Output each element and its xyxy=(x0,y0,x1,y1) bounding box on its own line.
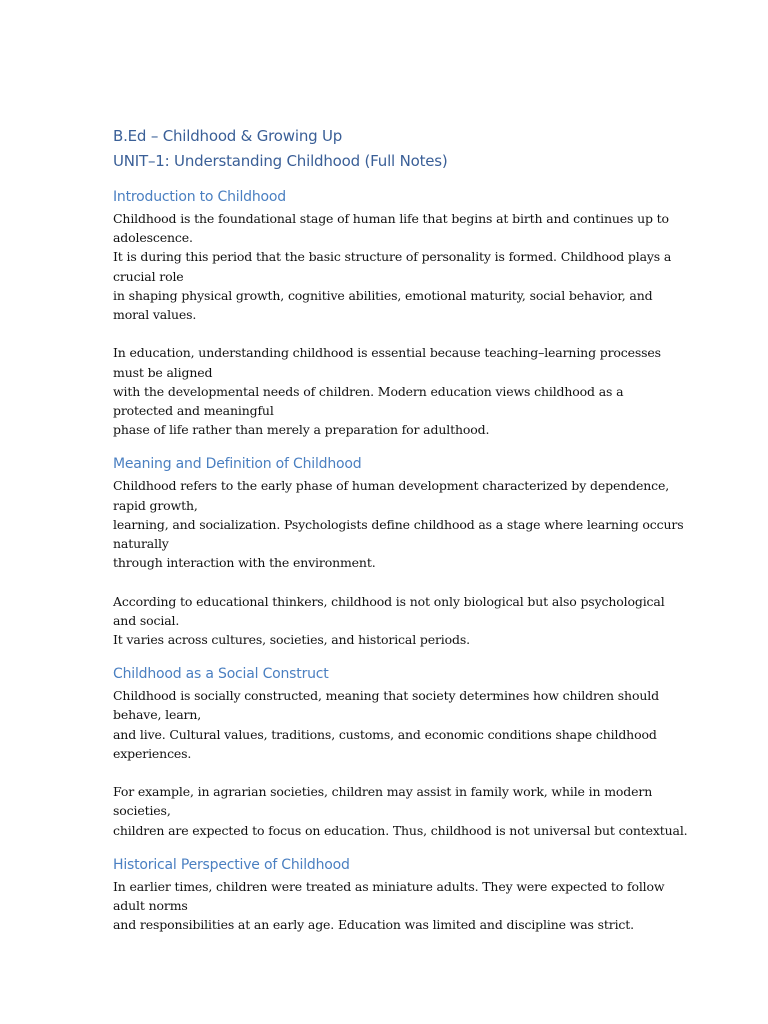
text-line: experiences. xyxy=(113,745,192,761)
section-heading: Childhood as a Social Construct xyxy=(113,666,329,683)
section-body xyxy=(113,877,673,935)
text-line: behave, learn, xyxy=(113,707,202,723)
text-line: crucial role xyxy=(113,268,184,284)
text-line: naturally xyxy=(113,536,169,552)
text-line: moral values. xyxy=(113,307,197,323)
text-line: children are expected to focus on education. Thus, childhood is not universal but contextual. xyxy=(113,822,688,838)
text-line: through interaction with the environment. xyxy=(113,555,376,571)
document-title: B.Ed – Childhood & Growing Up xyxy=(113,127,343,145)
text-line: must be aligned xyxy=(113,364,213,380)
text-line: Childhood is the foundational stage of human life that begins at birth and continues up to xyxy=(113,211,669,226)
text-line: Childhood refers to the early phase of human development characterized by dependence, xyxy=(113,478,670,494)
title-block xyxy=(113,124,673,174)
text-line: It varies across cultures, societies, and historical periods. xyxy=(113,632,470,648)
section-heading: Introduction to Childhood xyxy=(113,189,286,205)
text-line: adolescence. xyxy=(113,230,193,246)
text-line: rapid growth, xyxy=(113,497,198,513)
section-body xyxy=(113,209,673,439)
paragraph-gap xyxy=(113,763,673,782)
text-line: protected and meaningful xyxy=(113,403,274,419)
text-line: According to educational thinkers, childhood is not only biological but also psychological xyxy=(113,593,665,609)
paragraph-gap xyxy=(113,324,673,343)
section-introduction xyxy=(113,186,673,439)
text-line: learning, and socialization. Psychologists define childhood as a stage where learning occurs xyxy=(113,516,684,532)
text-line: It is during this period that the basic structure of personality is formed. Childhood plays a xyxy=(113,249,672,265)
text-line: Childhood is socially constructed, meaning that society determines how children should xyxy=(113,688,659,704)
text-line: with the developmental needs of children. Modern education views childhood as a xyxy=(113,383,624,399)
text-line: adult norms xyxy=(113,898,188,914)
section-body xyxy=(113,686,688,840)
text-line: and social. xyxy=(113,612,180,628)
text-line: and live. Cultural values, traditions, customs, and economic conditions shape childhood xyxy=(113,726,657,742)
section-social-construct xyxy=(113,663,688,840)
section-heading: Meaning and Definition of Childhood xyxy=(113,456,362,473)
section-meaning-definition xyxy=(113,453,684,649)
text-line: phase of life rather than merely a preparation for adulthood. xyxy=(113,422,490,438)
section-heading: Historical Perspective of Childhood xyxy=(113,856,350,873)
unit-title: UNIT–1: Understanding Childhood (Full Notes) xyxy=(113,152,448,170)
text-line: and responsibilities at an early age. Education was limited and discipline was strict. xyxy=(113,917,634,933)
document-page xyxy=(113,124,688,934)
paragraph-gap xyxy=(113,572,673,591)
section-historical-perspective xyxy=(113,854,673,935)
text-line: In earlier times, children were treated as miniature adults. They were expected to follow xyxy=(113,878,665,894)
text-line: in shaping physical growth, cognitive abilities, emotional maturity, social behavior, and xyxy=(113,287,653,303)
section-body xyxy=(113,476,684,649)
text-line: In education, understanding childhood is essential because teaching–learning processes xyxy=(113,345,661,361)
text-line: For example, in agrarian societies, children may assist in family work, while in modern xyxy=(113,784,653,800)
text-line: societies, xyxy=(113,803,171,819)
